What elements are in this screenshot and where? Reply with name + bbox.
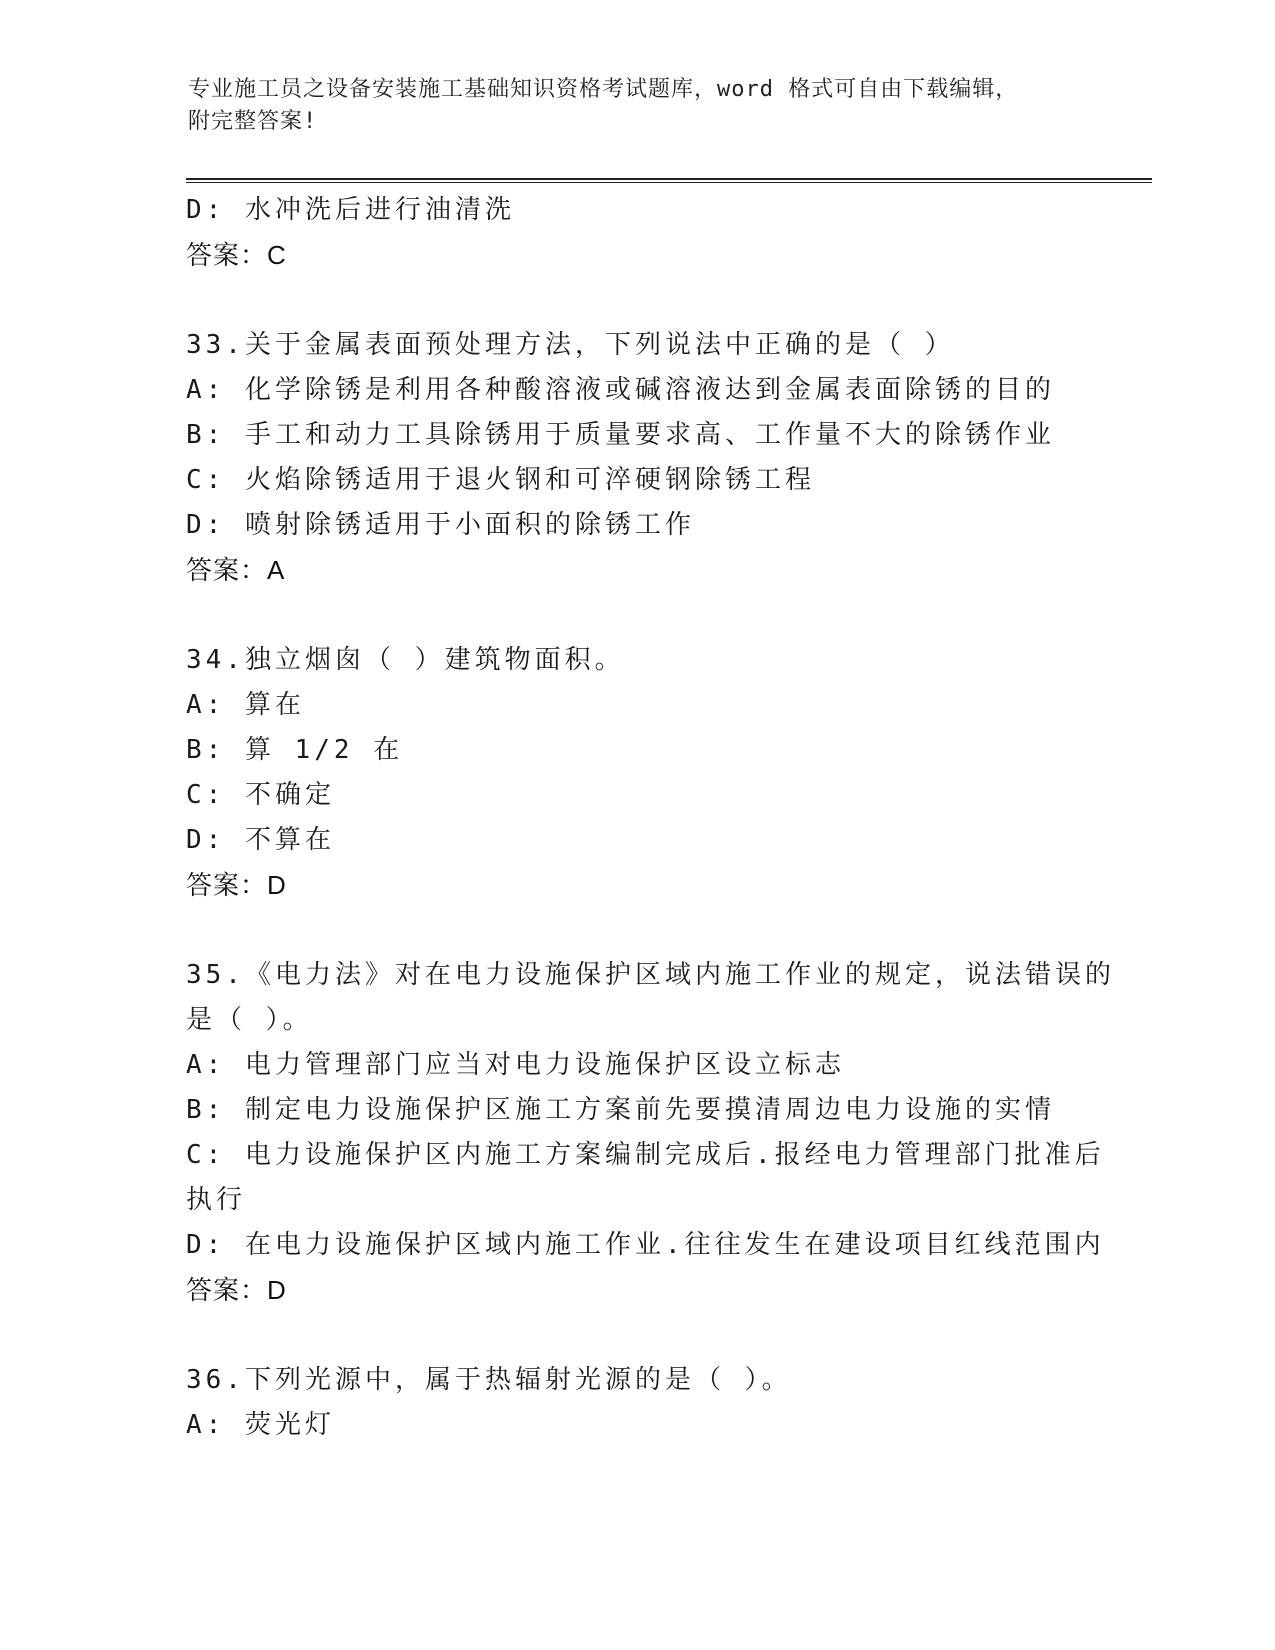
- spacer: [186, 593, 1086, 638]
- option-b: B: 制定电力设施保护区施工方案前先要摸清周边电力设施的实情: [186, 1095, 1055, 1125]
- header-line-1: 专业施工员之设备安装施工基础知识资格考试题库，word 格式可自由下载编辑，: [188, 77, 1019, 102]
- option-b: B: 算 1/2 在: [186, 735, 404, 765]
- question-text: 34.独立烟囱（ ）建筑物面积。: [186, 645, 625, 675]
- spacer: [186, 278, 1086, 323]
- spacer: [186, 908, 1086, 953]
- question-33: [186, 323, 1086, 593]
- option-a: A: 荧光灯: [186, 1410, 335, 1440]
- option-c-line-1: C: 电力设施保护区内施工方案编制完成后.报经电力管理部门批准后: [186, 1140, 1105, 1170]
- question-text-line-1: 35.《电力法》对在电力设施保护区域内施工作业的规定，说法错误的: [186, 960, 1115, 990]
- spacer: [186, 1313, 1086, 1358]
- option-d: D: 喷射除锈适用于小面积的除锈工作: [186, 510, 695, 540]
- answer-label: 答案：A: [186, 555, 286, 585]
- option-c: C: 不确定: [186, 780, 335, 810]
- question-35: [186, 953, 1115, 1313]
- option-d: D: 在电力设施保护区域内施工作业.往往发生在建设项目红线范围内: [186, 1230, 1105, 1260]
- option-c-line-2: 执行: [186, 1185, 247, 1215]
- header-divider-thin: [186, 182, 1152, 183]
- question-text: 36.下列光源中，属于热辐射光源的是（ ）。: [186, 1365, 792, 1395]
- option-a: A: 算在: [186, 690, 305, 720]
- option-b: B: 手工和动力工具除锈用于质量要求高、工作量不大的除锈作业: [186, 420, 1055, 450]
- page-header: [188, 74, 1068, 138]
- answer-label: 答案：C: [186, 240, 287, 270]
- header-line-2: 附完整答案!: [188, 109, 318, 134]
- answer-label: 答案：D: [186, 870, 287, 900]
- option-a: A: 电力管理部门应当对电力设施保护区设立标志: [186, 1050, 845, 1080]
- question-32-tail: [186, 188, 1086, 278]
- option-c: C: 火焰除锈适用于退火钢和可淬硬钢除锈工程: [186, 465, 815, 495]
- question-34: [186, 638, 1086, 908]
- header-divider-thick: [186, 178, 1152, 180]
- answer-label: 答案：D: [186, 1275, 287, 1305]
- question-text-line-2: 是（ ）。: [186, 1005, 313, 1035]
- question-text: 33.关于金属表面预处理方法，下列说法中正确的是（ ）: [186, 330, 955, 360]
- option-d: D: 水冲洗后进行油清洗: [186, 195, 515, 225]
- question-36: [186, 1358, 1086, 1448]
- question-list: [186, 188, 1115, 1448]
- option-a: A: 化学除锈是利用各种酸溶液或碱溶液达到金属表面除锈的目的: [186, 375, 1055, 405]
- option-d: D: 不算在: [186, 825, 335, 855]
